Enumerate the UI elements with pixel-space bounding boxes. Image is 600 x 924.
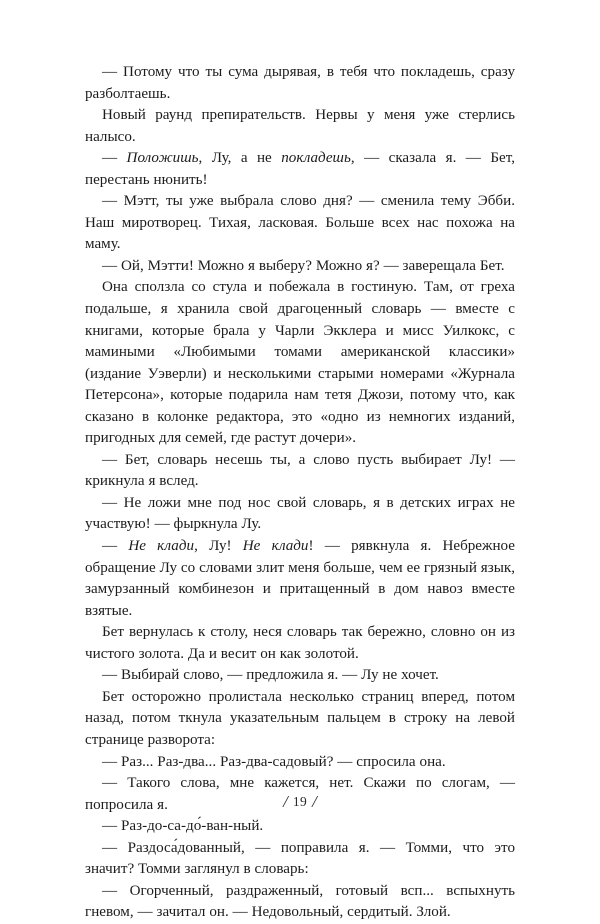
paragraph: — Выбирай слово, — предложила я. — Лу не хочет. (102, 667, 439, 684)
folio-left-slash: / (283, 792, 288, 811)
emphasis-word: Положишь (126, 150, 199, 167)
paragraph: — Раз... Раз-два... Раз-два-садовый? — спросила она. (102, 753, 446, 770)
paragraph: — Раз-до-са-до́-ван-ный. (102, 818, 264, 835)
paragraph: — Мэтт, ты уже выбрала слово дня? — сменила тему Эбби. Наш миротворец. Тихая, ласковая. Больше всех нас похожа на маму. (85, 193, 515, 253)
paragraph: Бет вернулась к столу, неся словарь так бережно, словно он из чистого золота. Да и весит он как золотой. (85, 624, 515, 662)
paragraph: Новый раунд препирательств. Нервы у меня уже стерлись налысо. (85, 107, 515, 145)
page-folio (0, 791, 600, 811)
paragraph: — Потому что ты сума дырявая, в тебя что покладешь, сразу разболтаешь. (85, 64, 515, 102)
paragraph: — Такого слова, мне кажется, нет. Скажи по слогам, — попросила я. (85, 775, 515, 813)
page-number: 19 (292, 794, 308, 809)
paragraph-tail: ! — рявкнула я. Небрежное обращение Лу со словами злит меня больше, чем ее грязный язык, замурзанный комбинезон и притащенный в дом навоз вместе взятые. (85, 538, 516, 619)
dash-lead: — (102, 150, 127, 167)
dash-lead: — (102, 538, 129, 555)
paragraph-with-emphasis (85, 536, 515, 622)
folio-right-slash: / (312, 792, 317, 811)
emphasis-word: покладешь (281, 150, 351, 167)
paragraph: Она сползла со стула и побежала в гостиную. Там, от греха подальше, я хранила свой драгоценный словарь — вместе с книгами, которые брала у Чарли Экклера и мисс Уилкокс, с мамиными «Любимыми томами американской классики» (издание Уэверли) и несколькими старыми номерами «Журнала Петерсона», которые подарила нам тетя Джози, потому что, как сказано в колонке редактора, это «одно из немногих изданий, пригодных для семей, где растут дочери». (85, 279, 515, 447)
emphasis-word: Не клади (242, 538, 309, 555)
paragraph: — Бет, словарь несешь ты, а слово пусть выбирает Лу! — крикнула я вслед. (85, 451, 515, 490)
paragraph-tail: , — сказала я. — Бет, перестань нюнить! (85, 150, 515, 188)
emphasis-word: Не клади (128, 538, 195, 555)
paragraph: — Ой, Мэтти! Можно я выберу? Можно я? — заверещала Бет. (102, 257, 505, 274)
paragraph-middle: , Лу, а не (198, 150, 282, 167)
paragraph: — Раздоса́дованный, — поправила я. — Томми, что это значит? Томми заглянул в словарь: (85, 839, 515, 878)
paragraph-with-emphasis (85, 148, 515, 191)
paragraph: — Огорченный, раздраженный, готовый всп... вспыхнуть гневом, — зачитал он. — Недовольный, сердитый. Злой. (85, 882, 515, 921)
paragraph: Бет осторожно пролистала несколько страниц вперед, потом назад, потом ткнула указательным пальцем в строку на левой странице разворота: (85, 688, 515, 748)
paragraph: — Не ложи мне под нос свой словарь, я в детских играх не участвую! — фыркнула Лу. (85, 494, 515, 533)
paragraph-middle: , Лу! (194, 538, 243, 555)
